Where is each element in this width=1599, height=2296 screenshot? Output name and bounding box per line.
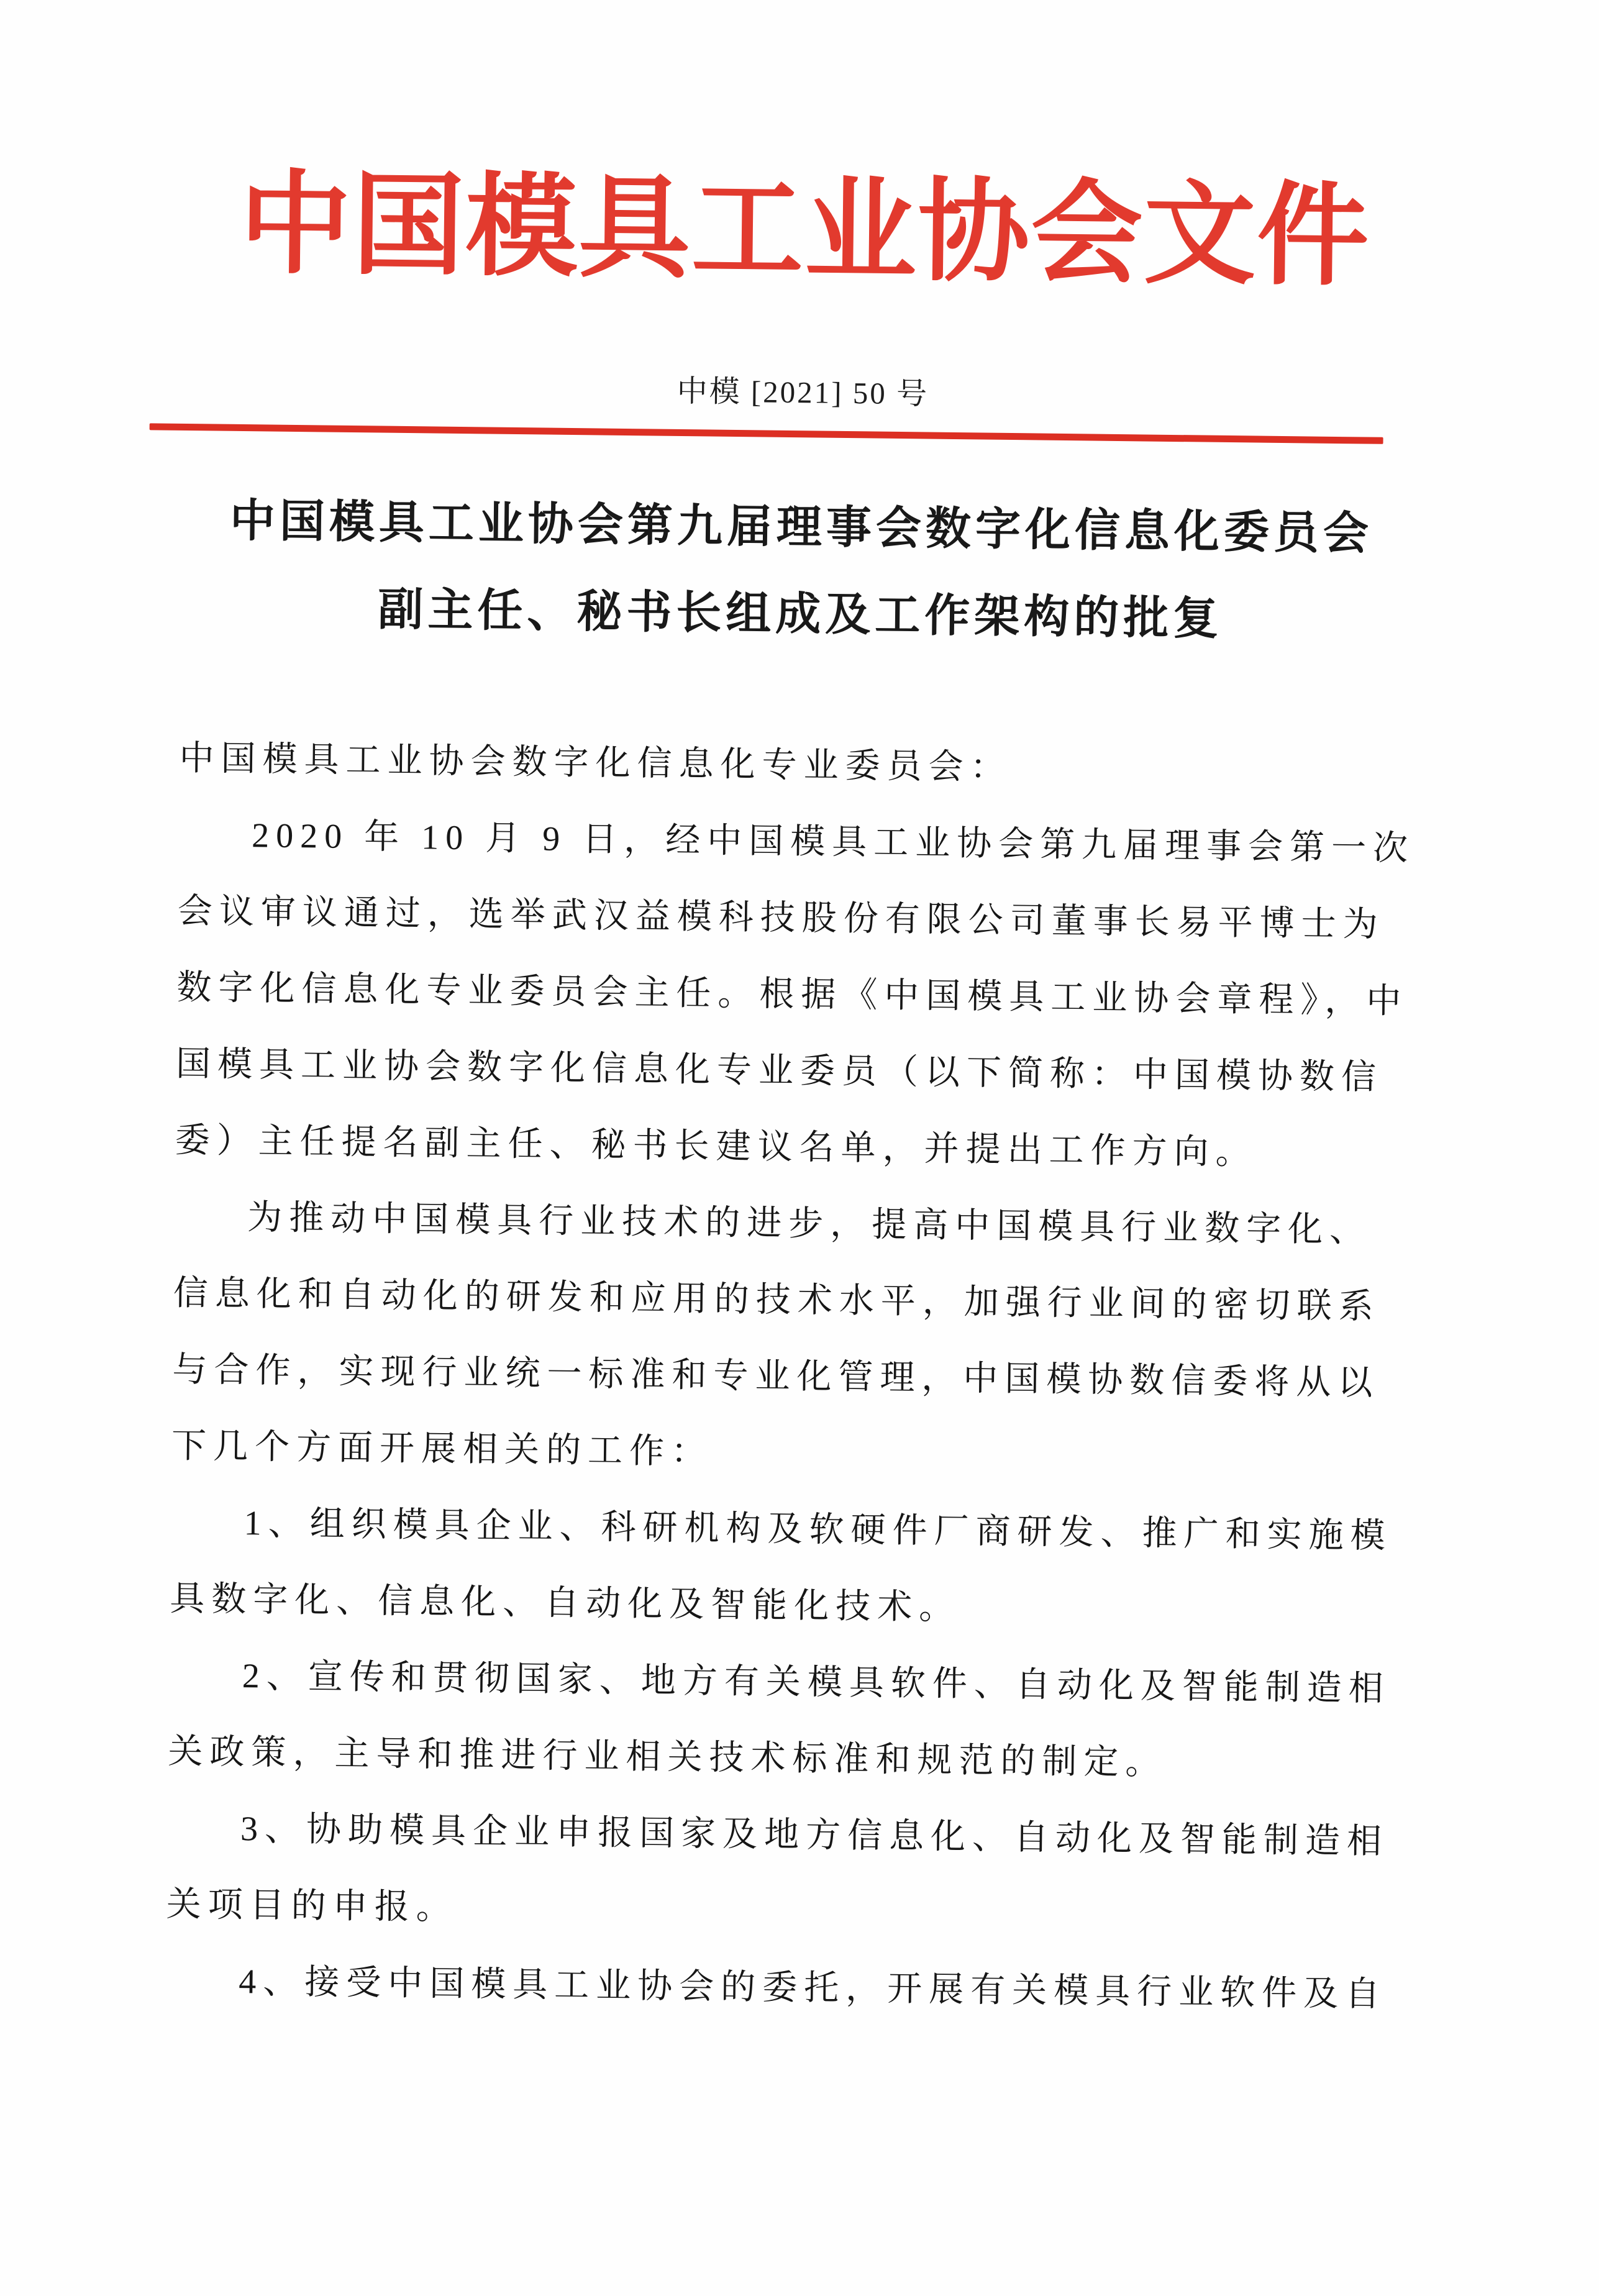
body-line: 3、协助模具企业申报国家及地方信息化、自动化及智能制造相 (240, 1810, 1389, 1862)
body-line: 委）主任提名副主任、秘书长建议名单，并提出工作方向。 (175, 1121, 1257, 1172)
body-line: 具数字化、信息化、自动化及智能化技术。 (169, 1579, 961, 1628)
body-line: 数字化信息化专业委员会主任。根据《中国模具工业协会章程》，中 (176, 968, 1408, 1021)
body-line: 2020 年 10 月 9 日，经中国模具工业协会第九届理事会第一次 (251, 816, 1415, 868)
body-line: 会议审议通过，选举武汉益模科技股份有限公司董事长易平博士为 (177, 891, 1385, 944)
document-number: 中模 [2021] 50 号 (676, 373, 929, 411)
body-line: 中国模具工业协会数字化信息化专业委员会： (179, 739, 1012, 788)
body-line: 1、组织模具企业、科研机构及软硬件厂商研发、推广和实施模 (244, 1504, 1392, 1556)
document-subject (1, 475, 1599, 667)
body-line: 4、接受中国模具工业协会的委托，开展有关模具行业软件及自 (238, 1962, 1387, 2015)
red-divider-line (150, 423, 1383, 444)
subject-line-2: 副主任、秘书长组成及工作架构的批复 (377, 584, 1223, 644)
body-line: 信息化和自动化的研发和应用的技术水平，加强行业间的密切联系 (173, 1273, 1381, 1326)
body-line: 与合作，实现行业统一标准和专业化管理，中国模协数信委将从以 (172, 1350, 1380, 1403)
body-line: 2、宣传和贯彻国家、地方有关模具软件、自动化及智能制造相 (242, 1657, 1391, 1709)
body-line: 国模具工业协会数字化信息化专业委员（以下简称：中国模协数信 (175, 1044, 1383, 1097)
subject-line-1: 中国模具工业协会第九届理事会数字化信息化委员会 (229, 495, 1374, 559)
body-line: 关政策，主导和推进行业相关技术标准和规范的制定。 (168, 1732, 1167, 1783)
body-line: 下几个方面开展相关的工作： (171, 1426, 713, 1472)
body-text (165, 721, 1429, 2034)
body-line: 关项目的申报。 (166, 1885, 458, 1928)
org-header-title: 中国模具工业协会文件 (239, 162, 1371, 299)
body-line: 为推动中国模具行业技术的进步，提高中国模具行业数字化、 (247, 1198, 1372, 1250)
